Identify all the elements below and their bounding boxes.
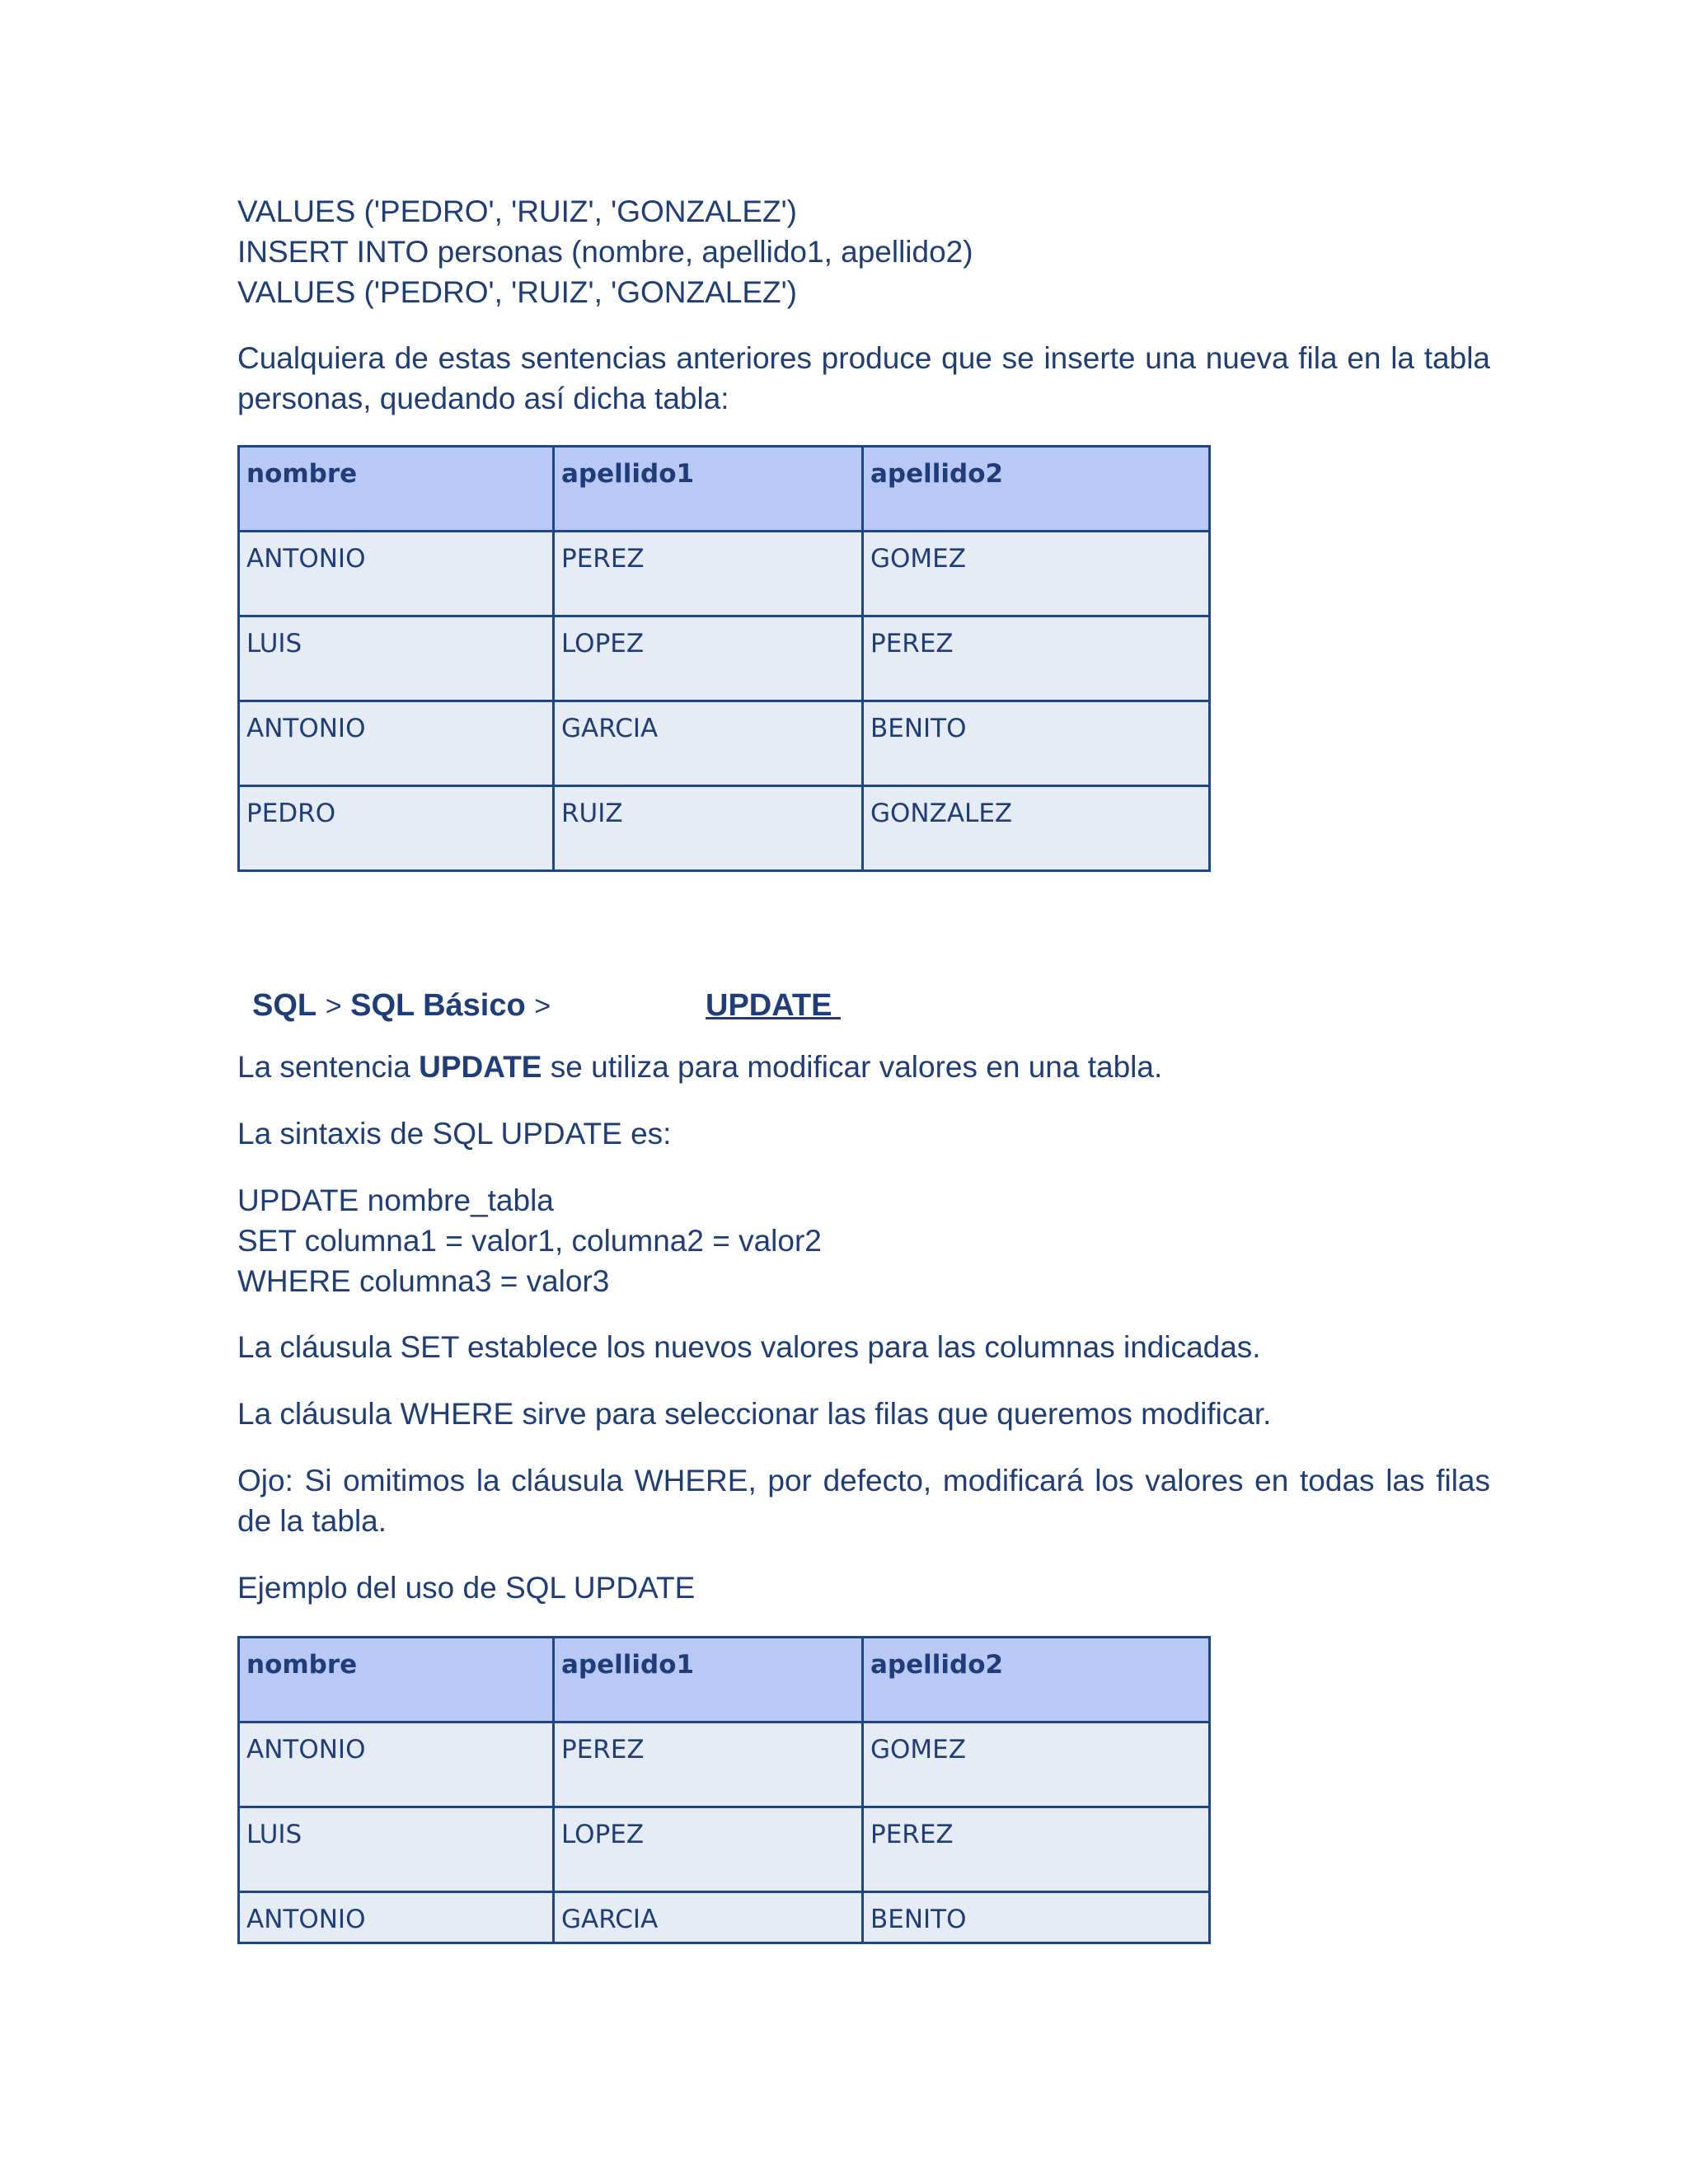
breadcrumb-separator: > <box>534 991 551 1022</box>
table-row <box>239 1807 1210 1892</box>
table-header-row <box>239 1638 1210 1722</box>
table-cell: LUIS <box>239 1807 554 1892</box>
table-cell: PEDRO <box>239 786 554 871</box>
update-intro-text: se utiliza para modificar valores en una tabla. <box>542 1050 1163 1084</box>
warning-paragraph: Ojo: Si omitimos la cláusula WHERE, por defecto, modificará los valores en todas las filas de la tabla. <box>237 1464 1490 1538</box>
table-row <box>239 616 1210 701</box>
table-cell: LOPEZ <box>554 1807 863 1892</box>
column-header: apellido1 <box>554 1638 863 1722</box>
syntax-code-block <box>237 1180 1490 1301</box>
code-line: UPDATE nombre_tabla <box>237 1183 554 1217</box>
personas-table-after-insert <box>237 445 1211 872</box>
table-cell: GOMEZ <box>863 1722 1210 1807</box>
breadcrumb <box>252 986 551 1026</box>
breadcrumb-link-sql[interactable]: SQL <box>252 988 317 1023</box>
personas-table-example <box>237 1636 1211 1944</box>
syntax-intro-paragraph: La sintaxis de SQL UPDATE es: <box>237 1117 672 1151</box>
code-line: VALUES ('PEDRO', 'RUIZ', 'GONZALEZ') <box>237 275 798 309</box>
breadcrumb-separator: > <box>325 991 342 1022</box>
column-header: nombre <box>239 1638 554 1722</box>
breadcrumb-link-sql-basico[interactable]: SQL Básico <box>350 988 526 1023</box>
column-header: nombre <box>239 447 554 532</box>
table-cell: PEREZ <box>863 616 1210 701</box>
table-header-row <box>239 447 1210 532</box>
set-clause-paragraph: La cláusula SET establece los nuevos valores para las columnas indicadas. <box>237 1330 1261 1364</box>
table-cell: ANTONIO <box>239 532 554 616</box>
table-cell: GOMEZ <box>863 532 1210 616</box>
table-row <box>239 1892 1210 1943</box>
column-header: apellido2 <box>863 1638 1210 1722</box>
table-cell: GARCIA <box>554 701 863 786</box>
update-intro-paragraph <box>237 1047 1490 1087</box>
table-row <box>239 1722 1210 1807</box>
code-line: INSERT INTO personas (nombre, apellido1, apellido2) <box>237 235 973 269</box>
table-row <box>239 701 1210 786</box>
table-row <box>239 786 1210 871</box>
code-line: VALUES ('PEDRO', 'RUIZ', 'GONZALEZ') <box>237 194 798 228</box>
code-line: SET columna1 = valor1, columna2 = valor2 <box>237 1224 822 1258</box>
insert-code-block <box>237 191 1490 312</box>
column-header: apellido2 <box>863 447 1210 532</box>
table-cell: LUIS <box>239 616 554 701</box>
table-cell: PEREZ <box>863 1807 1210 1892</box>
section-title: UPDATE <box>706 988 841 1023</box>
where-clause-paragraph: La cláusula WHERE sirve para seleccionar las filas que queremos modificar. <box>237 1397 1272 1431</box>
table-cell: LOPEZ <box>554 616 863 701</box>
table-cell: BENITO <box>863 701 1210 786</box>
table-cell: RUIZ <box>554 786 863 871</box>
table-cell: ANTONIO <box>239 1722 554 1807</box>
update-intro-text: La sentencia <box>237 1050 420 1084</box>
table-cell: GARCIA <box>554 1892 863 1943</box>
table-cell: PEREZ <box>554 532 863 616</box>
code-line: WHERE columna3 = valor3 <box>237 1264 610 1298</box>
table-row <box>239 532 1210 616</box>
table-cell: BENITO <box>863 1892 1210 1943</box>
table-cell: GONZALEZ <box>863 786 1210 871</box>
update-keyword: UPDATE <box>419 1050 542 1084</box>
insert-result-paragraph: Cualquiera de estas sentencias anteriores produce que se inserte una nueva fila en la tabla personas, quedando así dicha tabla: <box>237 341 1490 415</box>
table-cell: ANTONIO <box>239 1892 554 1943</box>
example-heading: Ejemplo del uso de SQL UPDATE <box>237 1571 696 1605</box>
table-cell: ANTONIO <box>239 701 554 786</box>
table-cell: PEREZ <box>554 1722 863 1807</box>
column-header: apellido1 <box>554 447 863 532</box>
